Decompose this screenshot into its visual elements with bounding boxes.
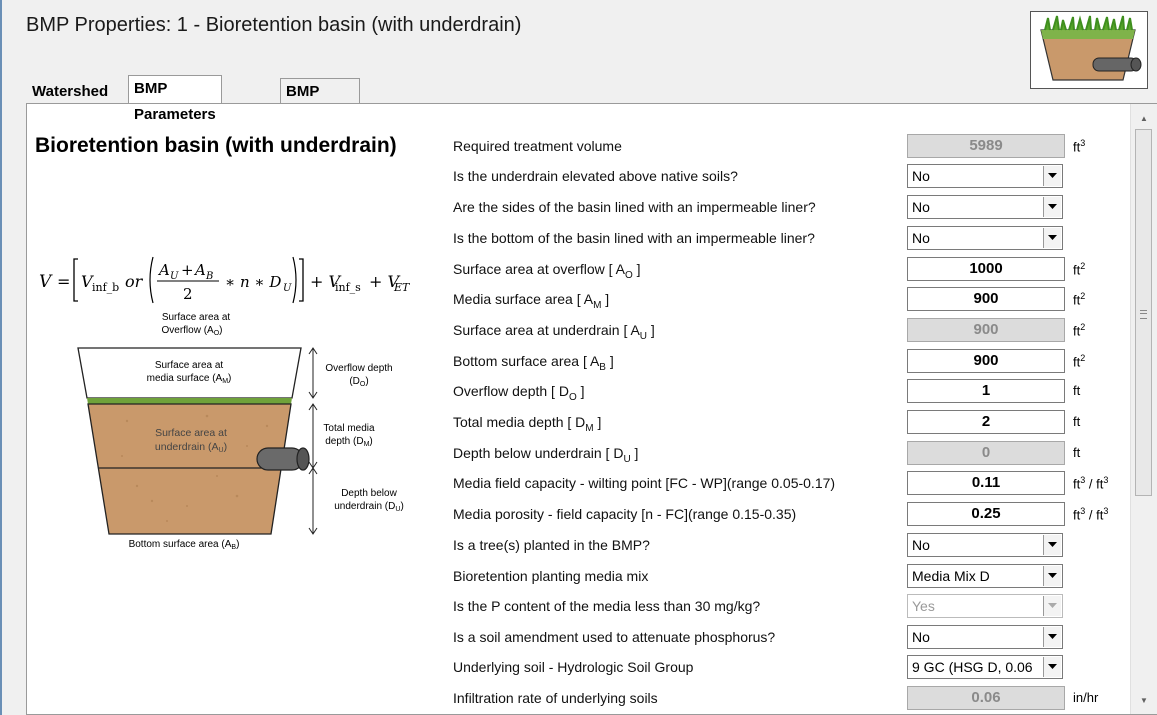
bmp-type-heading: Bioretention basin (with underdrain) [35, 134, 397, 157]
unit-label: ft [1073, 445, 1081, 460]
tab-watershed[interactable]: Watershed [32, 83, 109, 100]
unit-label: $ft^2$ [1073, 322, 1086, 339]
chevron-down-icon[interactable] [1043, 566, 1061, 586]
param-label: Surface area at overflow [ $A_O$ ] [453, 261, 641, 281]
chevron-down-icon[interactable] [1043, 596, 1061, 616]
param-row [453, 379, 1153, 405]
eq-two: 2 [183, 285, 193, 303]
window-title: BMP Properties: 1 - Bioretention basin (with underdrain) [26, 14, 522, 36]
window-frame-edge [0, 0, 2, 715]
value-input[interactable]: 0.11 [907, 471, 1065, 495]
param-row [453, 471, 1153, 497]
vertical-scrollbar[interactable] [1130, 104, 1157, 714]
chevron-down-icon[interactable] [1043, 166, 1061, 186]
param-row [453, 410, 1153, 436]
param-label: Overflow depth [ $D_O$ ] [453, 383, 585, 403]
diagram-underdrain-area-label-1: Surface area at [155, 427, 227, 439]
value-input[interactable]: 0.25 [907, 502, 1065, 526]
dropdown-value: No [912, 199, 930, 215]
eq-v: V [39, 272, 52, 292]
dropdown-value: No [912, 230, 930, 246]
chevron-down-icon[interactable] [1043, 657, 1061, 677]
eq-times-n: ∗ n ∗ D [225, 273, 282, 291]
diagram-media-surface-label-1: Surface area at [154, 360, 224, 371]
param-row [453, 195, 1153, 221]
unit-label: $ft^2$ [1073, 261, 1086, 278]
diagram-overflow-area-label-2: Overflow $(A_O)$ [161, 325, 223, 337]
readonly-value-field: 0 [907, 441, 1065, 465]
eq-vet-sub: ET [394, 281, 410, 294]
param-row [453, 441, 1153, 467]
param-row [453, 226, 1153, 252]
dropdown-value: No [912, 168, 930, 184]
eq-vet: + V [369, 272, 400, 291]
unit-label: $ft^3 / ft^3$ [1073, 475, 1109, 492]
param-label: Depth below underdrain [ $D_U$ ] [453, 445, 639, 465]
bmp-parameters-panel [26, 103, 1157, 715]
param-label: Is the underdrain elevated above native soils? [453, 168, 738, 184]
dropdown-select[interactable] [907, 655, 1063, 679]
dropdown-value: 9 GC (HSG D, 0.06 [912, 659, 1033, 675]
param-row [453, 287, 1153, 313]
dropdown-select[interactable] [907, 625, 1063, 649]
diagram-underdrain-area-label-2: underdrain (AU) [154, 441, 228, 454]
param-label: Media surface area [ $A_M$ ] [453, 291, 610, 311]
param-row [453, 564, 1153, 590]
diagram-bottom-area-label: Bottom surface area $(A_B)$ [128, 539, 240, 551]
unit-label: ft [1073, 414, 1081, 429]
param-label: Media field capacity - wilting point [FC - WP](range 0.05-0.17) [453, 475, 836, 491]
bmp-thumbnail-image [1030, 11, 1148, 89]
tab-bmp-parameters[interactable]: BMP Parameters [128, 75, 222, 103]
value-input[interactable]: 2 [907, 410, 1065, 434]
diagram-overflow-depth-label-2: $(D_O)$ [349, 376, 369, 388]
eq-au-sub: U [170, 271, 179, 282]
param-label: Media porosity - field capacity [n - FC](range 0.15-0.35) [453, 506, 797, 522]
eq-equals: = [57, 272, 71, 291]
dropdown-select[interactable] [907, 533, 1063, 557]
param-row [453, 686, 1153, 712]
dropdown-select[interactable] [907, 226, 1063, 250]
diagram-media-depth-label-1: Total media [323, 423, 375, 434]
param-row [453, 349, 1153, 375]
param-label: Is a soil amendment used to attenuate phosphorus? [453, 629, 776, 645]
param-label: Is a tree(s) planted in the BMP? [453, 537, 650, 553]
dropdown-select[interactable] [907, 564, 1063, 588]
diagram-depth-below-label-1: Depth below [341, 488, 397, 499]
eq-vinfb-sub: inf_b [92, 281, 120, 294]
unit-label: $ft^2$ [1073, 291, 1086, 308]
value-input[interactable]: 900 [907, 349, 1065, 373]
param-label: Is the P content of the media less than 30 mg/kg? [453, 598, 761, 614]
scroll-up-arrow-icon[interactable]: ▲ [1140, 113, 1148, 123]
diagram-overflow-depth-label-1: Overflow depth [325, 363, 393, 374]
chevron-down-icon[interactable] [1043, 197, 1061, 217]
param-row [453, 594, 1153, 620]
dropdown-select[interactable] [907, 164, 1063, 188]
eq-plus: + [181, 261, 194, 279]
chevron-down-icon[interactable] [1043, 228, 1061, 248]
eq-du-sub: U [283, 283, 292, 294]
param-label: Bottom surface area [ $A_B$ ] [453, 353, 614, 373]
param-row [453, 318, 1153, 344]
diagram-media-depth-label-2: depth $(D_M)$ [325, 436, 373, 448]
eq-ab: A [195, 261, 206, 279]
chevron-down-icon[interactable] [1043, 535, 1061, 555]
bioretention-cross-section-diagram [67, 306, 417, 551]
unit-label: $ft^3$ [1073, 138, 1086, 155]
readonly-value-field: 0.06 [907, 686, 1065, 710]
scrollbar-thumb[interactable] [1135, 129, 1152, 496]
chevron-down-icon[interactable] [1043, 627, 1061, 647]
unit-label: ft [1073, 383, 1081, 398]
param-row [453, 134, 1153, 160]
eq-au: A [159, 261, 170, 279]
eq-or: or [125, 272, 143, 291]
param-row [453, 502, 1153, 528]
scroll-down-arrow-icon[interactable]: ▼ [1140, 695, 1148, 705]
value-input[interactable]: 900 [907, 287, 1065, 311]
unit-label: in/hr [1073, 690, 1099, 705]
param-row [453, 533, 1153, 559]
dropdown-value: No [912, 629, 930, 645]
param-label: Total media depth [ $D_M$ ] [453, 414, 602, 434]
param-row [453, 655, 1153, 681]
dropdown-value: Yes [912, 598, 935, 614]
tab-bmp-summary[interactable]: BMP [280, 78, 360, 103]
diagram-depth-below-label-2: underdrain $(D_U)$ [334, 501, 404, 513]
eq-ab-sub: B [206, 271, 214, 282]
diagram-media-surface-label-2: media surface $(A_M)$ [146, 373, 232, 385]
dropdown-select[interactable] [907, 195, 1063, 219]
param-label: Underlying soil - Hydrologic Soil Group [453, 659, 694, 675]
diagram-overflow-area-label-1: Surface area at [161, 312, 231, 323]
param-label: Is the bottom of the basin lined with an impermeable liner? [453, 230, 815, 246]
param-label: Required treatment volume [453, 138, 622, 154]
dropdown-value: Media Mix D [912, 568, 990, 584]
unit-label: $ft^2$ [1073, 353, 1086, 370]
readonly-value-field: 5989 [907, 134, 1065, 158]
value-input[interactable]: 1 [907, 379, 1065, 403]
param-label: Are the sides of the basin lined with an impermeable liner? [453, 199, 816, 215]
param-row [453, 625, 1153, 651]
eq-vinfs: + V [310, 272, 341, 291]
value-input[interactable]: 1000 [907, 257, 1065, 281]
eq-vinfb: V [81, 272, 93, 291]
param-label: Surface area at underdrain [ $A_U$ ] [453, 322, 655, 342]
param-label: Infiltration rate of underlying soils [453, 690, 658, 706]
unit-label: $ft^3 / ft^3$ [1073, 506, 1109, 523]
param-row [453, 257, 1153, 283]
param-label: Bioretention planting media mix [453, 568, 649, 584]
eq-vinfs-sub: inf_s [335, 281, 361, 294]
dropdown-value: No [912, 537, 930, 553]
param-row [453, 164, 1153, 190]
dropdown-select [907, 594, 1063, 618]
volume-equation [35, 249, 455, 309]
underdrain-pipe-icon [257, 448, 303, 470]
readonly-value-field: 900 [907, 318, 1065, 342]
